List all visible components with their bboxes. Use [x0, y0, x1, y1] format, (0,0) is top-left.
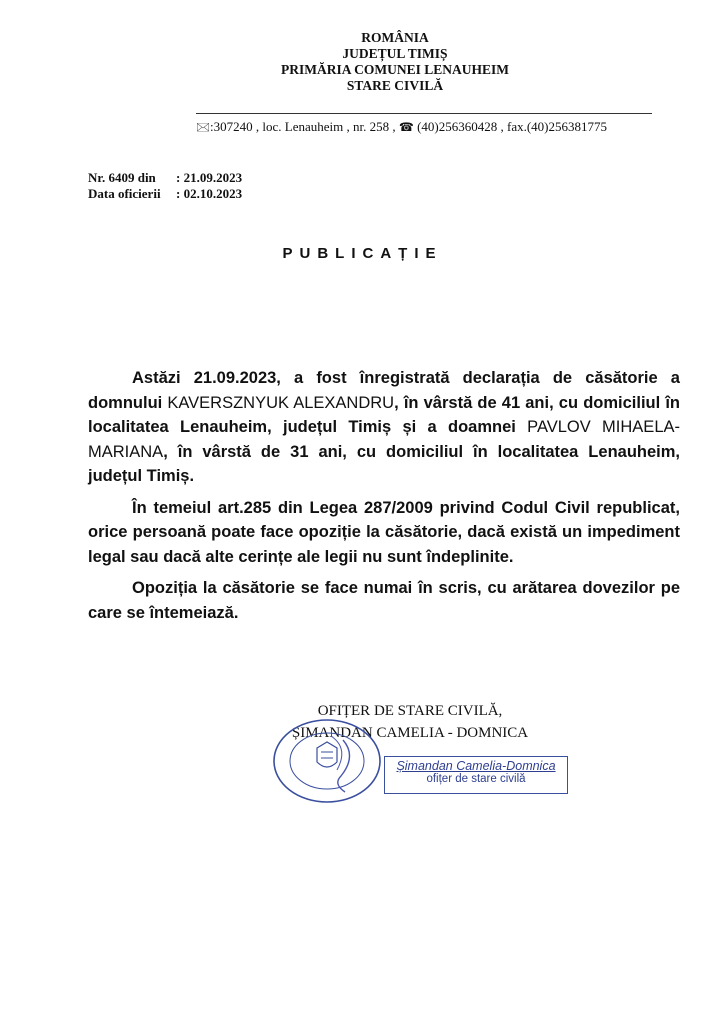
registration-number-value: : 21.09.2023: [176, 170, 243, 185]
county-line: JUDEȚUL TIMIȘ: [342, 46, 448, 61]
phone-icon: ☎: [398, 120, 414, 134]
bride-name: PAVLOV MIHAELA- MARIANA: [88, 418, 680, 461]
stamp-role: ofițer de stare civilă: [426, 773, 526, 785]
declaration-text-c: , în vârstă de 31 ani, cu domiciliul în localitatea Lenauheim, județul Timiș.: [88, 442, 680, 485]
address-text: :307240 , loc. Lenauheim , nr. 258 ,: [210, 119, 399, 134]
officer-stamp: [384, 756, 568, 794]
announcement-body: [88, 366, 680, 632]
declaration-text-a: Astăzi 21.09.2023, a fost înregistrată declarația de căsătorie a domnului: [88, 369, 680, 412]
official-seal: [271, 718, 383, 804]
paragraph-declaration: [88, 366, 680, 489]
envelope-icon: 🖂: [196, 120, 211, 134]
registration-number-label: Nr. 6409 din: [88, 170, 156, 185]
ceremony-date-label: Data oficierii: [88, 186, 161, 201]
contact-line: [196, 118, 607, 139]
document-title: PUBLICAȚIE: [282, 245, 443, 262]
groom-name: KAVERSZNYUK ALEXANDRU: [167, 393, 395, 412]
paragraph-opposition: Opoziția la căsătorie se face numai în scris, cu arătarea dovezilor pe care se întemeiază.: [88, 579, 680, 622]
declaration-text-b: , în vârstă de 41 ani, cu domiciliul în localitatea Lenauheim, județul Timiș și a doamnei: [88, 393, 680, 436]
ceremony-date-value: : 02.10.2023: [176, 186, 243, 201]
officer-name: ȘIMANDAN CAMELIA - DOMNICA: [291, 725, 529, 741]
paragraph-legal-basis: În temeiul art.285 din Legea 287/2009 privind Codul Civil republicat, orice persoană poate face opoziție la căsătorie, dacă există un impediment legal sau dacă alte cerințe ale legii nu sunt îndeplinite.: [88, 498, 680, 566]
phone-fax-text: (40)256360428 , fax.(40)256381775: [413, 119, 608, 134]
town-hall-line: PRIMĂRIA COMUNEI LENAUHEIM: [280, 62, 509, 77]
header-divider: [196, 113, 652, 114]
office-line: STARE CIVILĂ: [346, 78, 444, 93]
ceremony-date-row: [88, 186, 242, 202]
stamp-name: Șimandan Camelia-Domnica: [396, 759, 556, 773]
document-header: [230, 30, 560, 94]
officer-role: OFIȚER DE STARE CIVILĂ,: [317, 703, 503, 719]
registration-block: [88, 170, 242, 202]
registration-number-row: [88, 170, 242, 186]
country-line: ROMÂNIA: [361, 30, 429, 45]
